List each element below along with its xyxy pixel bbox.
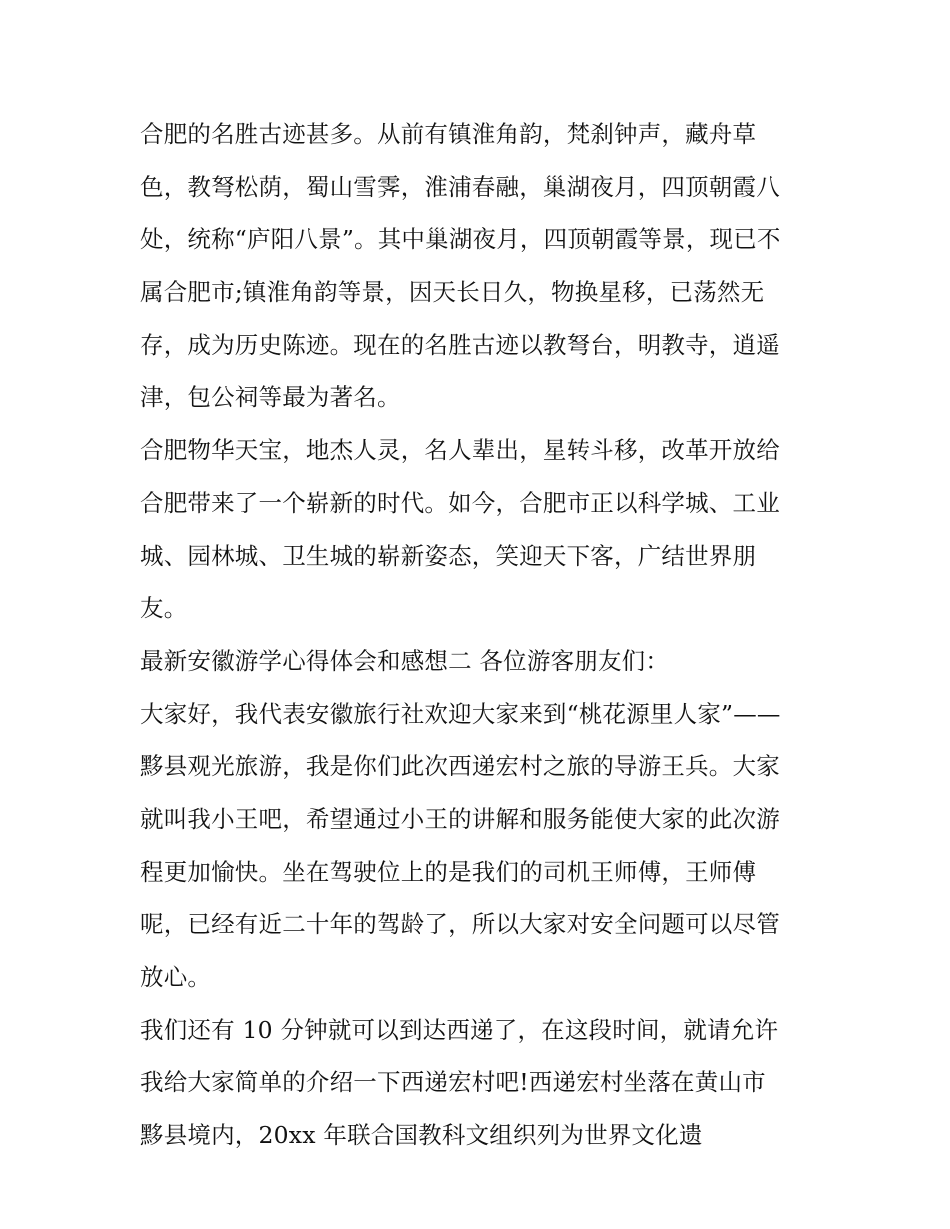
text-line: 合肥的名胜古迹甚多。从前有镇淮角韵，梵刹钟声，藏舟草: [140, 120, 757, 148]
text-line: 我们还有 10 分钟就可以到达西递了，在这段时间，就请允许: [140, 1015, 779, 1044]
text-line: 黟县观光旅游，我是你们此次西递宏村之旅的导游王兵。大家: [140, 752, 780, 781]
text-line: 大家好，我代表安徽旅行社欢迎大家来到“桃花源里人家”——: [140, 699, 781, 728]
text-line: 程更加愉快。坐在驾驶位上的是我们的司机王师傅，王师傅: [140, 857, 757, 886]
text-line: 合肥带来了一个崭新的时代。如今，合肥市正以科学城、工业: [140, 488, 780, 517]
text-line: 放心。: [140, 963, 212, 991]
text-line: 友。: [140, 594, 188, 623]
text-line: 黟县境内，20xx 年联合国教科文组织列为世界文化遗: [140, 1121, 703, 1150]
text-line: 属合肥市;镇淮角韵等景，因天长日久，物换星移，已荡然无: [140, 278, 765, 307]
text-line: 色，教弩松荫，蜀山雪霁，淮浦春融，巢湖夜月，四顶朝霞八: [140, 172, 780, 201]
text-line: 处，统称“庐阳八景”。其中巢湖夜月，四顶朝霞等景，现已不: [140, 225, 781, 254]
text-line: 合肥物华天宝，地杰人灵，名人辈出，星转斗移，改革开放给: [140, 436, 780, 465]
text-line: 津，包公祠等最为著名。: [140, 383, 401, 412]
text-line: 就叫我小王吧，希望通过小王的讲解和服务能使大家的此次游: [140, 804, 780, 833]
document-body: [140, 108, 820, 1162]
text-line: 存，成为历史陈迹。现在的名胜古迹以教弩台，明教寺，逍遥: [140, 330, 780, 359]
text-line: 呢，已经有近二十年的驾龄了，所以大家对安全问题可以尽管: [140, 910, 780, 939]
section-heading: 最新安徽游学心得体会和感想二 各位游客朋友们：: [140, 646, 670, 675]
text-line: 城、园林城、卫生城的崭新姿态，笑迎天下客，广结世界朋: [140, 541, 757, 570]
text-line: 我给大家简单的介绍一下西递宏村吧!西递宏村坐落在黄山市: [140, 1068, 766, 1097]
